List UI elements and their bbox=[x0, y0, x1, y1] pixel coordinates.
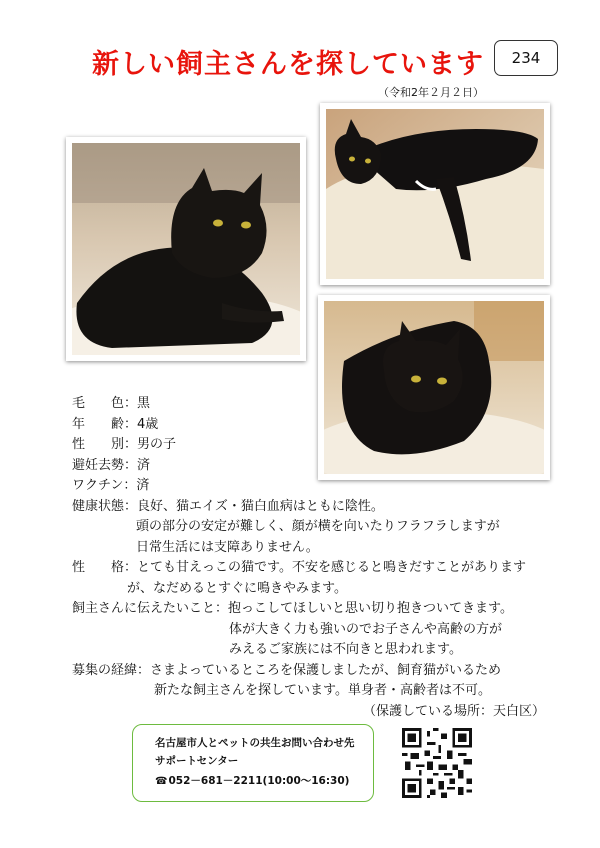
age-value: ：4歳 bbox=[124, 416, 159, 432]
profile-message bbox=[72, 599, 572, 620]
history-line-2: 新たな飼主さんを探しています。単身者・高齢者は不可。 bbox=[154, 683, 491, 698]
history-label: 募集の経緯 bbox=[72, 662, 138, 678]
contact-center: サポートセンター bbox=[155, 755, 239, 767]
history-value: ：さまよっているところを保護しましたが、飼育猫がいるため bbox=[137, 662, 502, 678]
neuter-label: 避妊去勢 bbox=[72, 457, 125, 473]
health-label: 健康状態 bbox=[72, 498, 125, 514]
black-cat-photo bbox=[72, 143, 300, 355]
profile-coat bbox=[72, 394, 572, 415]
profile-vaccine bbox=[72, 476, 572, 497]
contact-org: 名古屋市人とペットの共生お問い合わせ先 bbox=[155, 737, 355, 749]
coat-value: ：黒 bbox=[124, 396, 151, 411]
coat-label: 毛 色 bbox=[72, 396, 125, 411]
sex-label: 性 別 bbox=[72, 437, 125, 452]
profile-sex bbox=[72, 435, 572, 456]
qr-code-icon[interactable] bbox=[402, 728, 472, 798]
page-title: 新しい飼主さんを探しています bbox=[92, 49, 484, 80]
message-line-2: 体が大きく力も強いのでお子さんや高齢の方が bbox=[229, 621, 503, 637]
contact-box bbox=[132, 724, 374, 802]
shelter-location: （保護している場所：天白区） bbox=[362, 703, 545, 719]
personality-value: ：とても甘えっこの猫です。不安を感じると鳴きだすことがあります bbox=[124, 560, 526, 575]
posting-date: （令和2年２月２日） bbox=[378, 86, 484, 99]
message-value: ：抱っこしてほしいと思い切り抱きついてきます。 bbox=[215, 601, 513, 616]
personality-line-2: が、なだめるとすぐに鳴きやみます。 bbox=[127, 580, 347, 596]
vaccine-value: ：済 bbox=[123, 478, 150, 493]
health-value: ：良好、猫エイズ・猫白血病はともに陰性。 bbox=[124, 498, 384, 514]
contact-phone-row bbox=[155, 773, 349, 790]
profile-personality bbox=[72, 558, 572, 579]
profile-neuter bbox=[72, 456, 572, 477]
health-line-2: 頭の部分の安定が難しく、顔が横を向いたりフラフラしますが bbox=[136, 519, 500, 534]
vaccine-label: ワクチン bbox=[72, 478, 124, 493]
neuter-value: ：済 bbox=[124, 457, 151, 473]
phone-icon: ☎ bbox=[155, 776, 168, 787]
sex-value: ：男の子 bbox=[124, 437, 177, 452]
cat-profile bbox=[72, 394, 572, 722]
profile-history bbox=[72, 661, 572, 682]
cat-photo-1 bbox=[66, 137, 306, 361]
age-label: 年 齢 bbox=[72, 416, 125, 432]
profile-health bbox=[72, 497, 572, 518]
cat-photo-2 bbox=[320, 103, 550, 285]
message-label: 飼主さんに伝えたいこと bbox=[72, 601, 216, 616]
message-line-3: みえるご家族には不向きと思われます。 bbox=[229, 642, 462, 657]
contact-phone: 052－681－2211(10:00～16:30) bbox=[168, 775, 350, 787]
black-cat-lounging-photo bbox=[326, 109, 544, 279]
personality-label: 性 格 bbox=[72, 560, 125, 575]
listing-number: 234 bbox=[494, 40, 558, 76]
health-line-3: 日常生活には支障ありません。 bbox=[136, 539, 319, 555]
profile-age bbox=[72, 415, 572, 436]
